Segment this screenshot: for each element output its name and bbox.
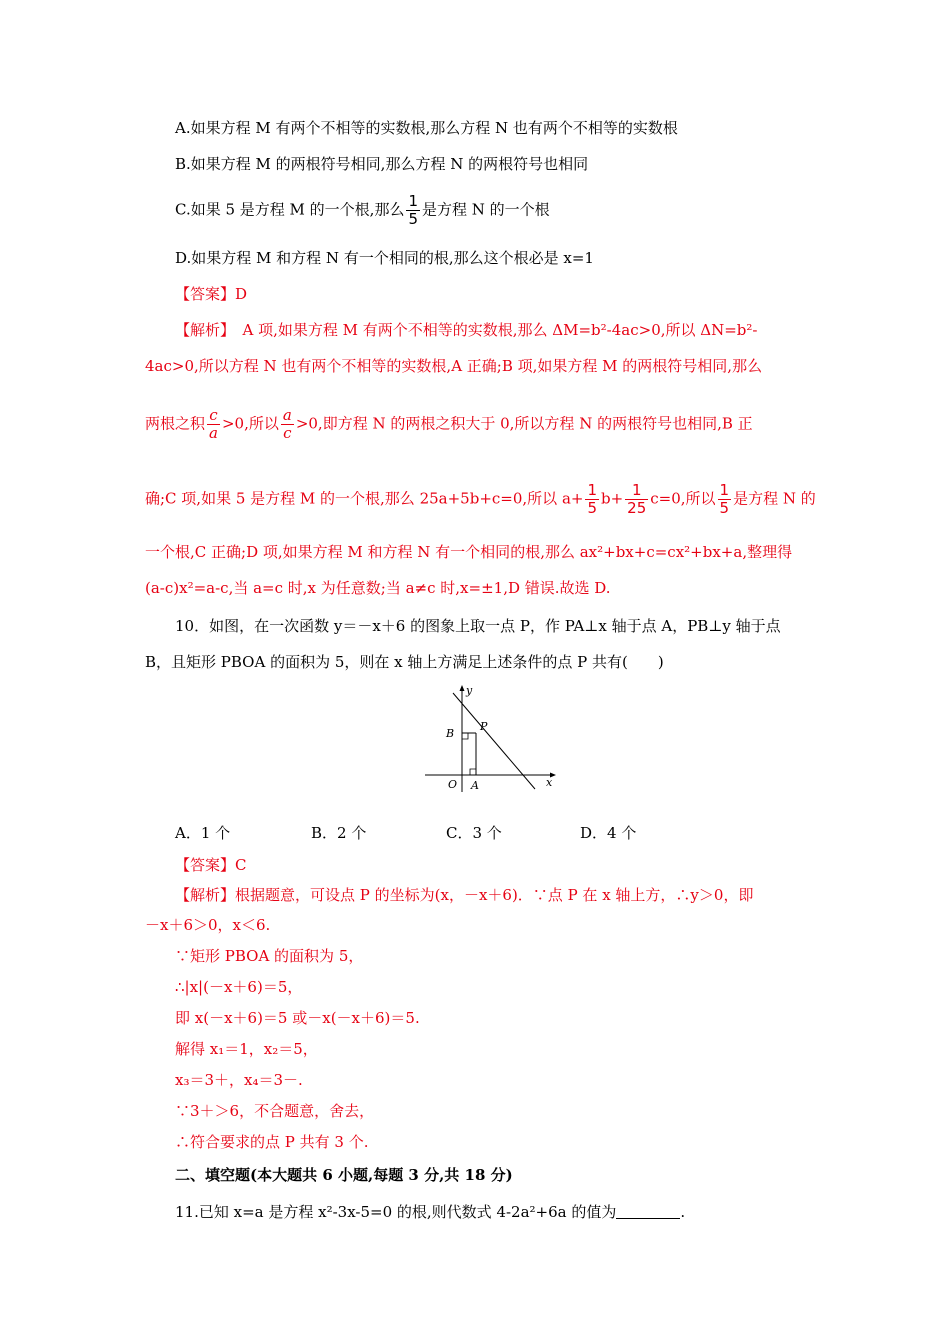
q9-option-c-text-end: 是方程 N 的一个根 xyxy=(422,200,550,219)
text-segment: >0,即方程 N 的两根之积大于 0,所以方程 N 的两根符号也相同,B 正 xyxy=(295,414,753,433)
var-c: c xyxy=(209,406,218,424)
q11-stem xyxy=(175,1201,685,1223)
q9-explanation-line-2: 4ac>0,所以方程 N 也有两个不相等的实数根,A 正确;B 项,如果方程 M 的两根符号相同,那么 xyxy=(145,357,763,375)
q10-explanation-line-3: ∵矩形 PBOA 的面积为 5， xyxy=(175,947,364,965)
y-axis-arrow xyxy=(460,685,465,691)
q11-answer-blank xyxy=(616,1204,680,1219)
fraction-a-over-c xyxy=(281,407,294,442)
fraction-denominator xyxy=(207,424,220,442)
q10-option-a: A．1 个 xyxy=(175,824,231,842)
q11-period: . xyxy=(680,1203,686,1221)
q9-option-a: A.如果方程 M 有两个不相等的实数根,那么方程 N 也有两个不相等的实数根 xyxy=(175,119,678,137)
q9-explanation-line-3 xyxy=(145,407,753,442)
var-c: c xyxy=(283,424,292,442)
q10-explanation-line-2: －x＋6＞0，x＜6. xyxy=(145,916,271,934)
label-p: P xyxy=(480,720,488,733)
text-segment: b+ xyxy=(601,489,624,508)
fraction-denominator: 25 xyxy=(627,499,647,517)
section-title: 二、填空题(本大题共 6 小题,每题 3 分,共 18 分) xyxy=(175,1166,513,1184)
var-a: a xyxy=(282,406,292,424)
q9-explanation-line-6: (a-c)x²=a-c,当 a=c 时,x 为任意数;当 a≠c 时,x=±1,D 错误.故选 D. xyxy=(145,579,611,597)
text-segment: 确;C 项,如果 5 是方程 M 的一个根,那么 25a+5b+c=0,所以 a+ xyxy=(145,489,584,508)
q10-figure xyxy=(420,680,560,795)
q10-explanation-line-1: 【解析】根据题意，可设点 P 的坐标为(x，－x＋6)．∵点 P 在 x 轴上方，∴y＞0，即 xyxy=(175,886,754,904)
q10-stem-line-1: 10．如图，在一次函数 y＝－x＋6 的图象上取一点 P，作 PA⊥x 轴于点 A，PB⊥y 轴于点 xyxy=(175,617,781,635)
q11-text: 11.已知 x=a 是方程 x²-3x-5=0 的根,则代数式 4-2a²+6a 的值为 xyxy=(175,1203,617,1221)
fraction-numerator xyxy=(207,407,219,424)
q10-stem-line-2: B，且矩形 PBOA 的面积为 5，则在 x 轴上方满足上述条件的点 P 共有( ) xyxy=(145,653,664,671)
q10-option-b: B．2 个 xyxy=(311,824,367,842)
fraction-denominator: 5 xyxy=(719,499,730,517)
q9-answer: 【答案】D xyxy=(175,285,248,303)
fraction-denominator: 5 xyxy=(587,499,597,517)
q10-explanation-line-9: ∴符合要求的点 P 共有 3 个. xyxy=(175,1133,369,1151)
fraction-one-twentyfifth xyxy=(625,482,648,517)
label-a: A xyxy=(471,779,479,792)
label-x: x xyxy=(546,776,553,789)
text-segment: 两根之积 xyxy=(145,414,206,433)
fraction-numerator: 1 xyxy=(719,481,730,499)
q9-option-c xyxy=(175,193,550,228)
text-segment: 是方程 N 的 xyxy=(733,489,816,508)
right-angle-mark-a xyxy=(470,769,476,775)
q10-option-c: C．3 个 xyxy=(446,824,502,842)
q9-explanation-line-5: 一个根,C 正确;D 项,如果方程 M 和方程 N 有一个相同的根,那么 ax²+bx+c=cx²+bx+a,整理得 xyxy=(145,543,793,561)
fraction-one-fifth xyxy=(718,482,732,517)
q10-explanation-line-6: 解得 x₁＝1，x₂＝5， xyxy=(175,1040,318,1058)
q9-explanation-line-4 xyxy=(145,482,816,517)
var-a: a xyxy=(209,424,218,442)
q9-explanation-line-1: 【解析】 A 项,如果方程 M 有两个不相等的实数根,那么 ΔM=b²-4ac>0,所以 ΔN=b²- xyxy=(175,321,758,339)
fraction-denominator xyxy=(281,424,293,442)
q9-option-c-text-start: C.如果 5 是方程 M 的一个根,那么 xyxy=(175,200,405,219)
fraction-one-fifth xyxy=(585,482,599,517)
fraction-denominator: 5 xyxy=(408,210,419,228)
fraction-one-fifth xyxy=(406,193,420,228)
q10-explanation-line-8: ∵3＋＞6，不合题意，舍去， xyxy=(175,1102,375,1120)
fraction-c-over-a xyxy=(207,407,220,442)
fraction-numerator: 1 xyxy=(631,481,642,499)
q9-option-d: D.如果方程 M 和方程 N 有一个相同的根,那么这个根必是 x=1 xyxy=(175,249,594,267)
label-y: y xyxy=(466,684,473,697)
fraction-numerator xyxy=(281,407,294,424)
text-segment: >0,所以 xyxy=(221,414,279,433)
label-o: O xyxy=(448,778,458,791)
fraction-numerator: 1 xyxy=(587,481,597,499)
q10-explanation-line-7: x₃＝3＋，x₄＝3－. xyxy=(175,1071,303,1089)
label-b: B xyxy=(446,727,455,740)
q9-option-b: B.如果方程 M 的两根符号相同,那么方程 N 的两根符号也相同 xyxy=(175,155,589,173)
q10-explanation-line-5: 即 x(－x＋6)＝5 或－x(－x＋6)＝5. xyxy=(175,1009,420,1027)
q10-explanation-line-4: ∴|x|(－x＋6)＝5， xyxy=(175,978,303,996)
text-segment: c=0,所以 xyxy=(650,489,716,508)
q10-option-d: D．4 个 xyxy=(580,824,637,842)
right-angle-mark-b xyxy=(462,733,468,739)
q10-answer: 【答案】C xyxy=(175,856,247,874)
fraction-numerator: 1 xyxy=(408,192,419,210)
